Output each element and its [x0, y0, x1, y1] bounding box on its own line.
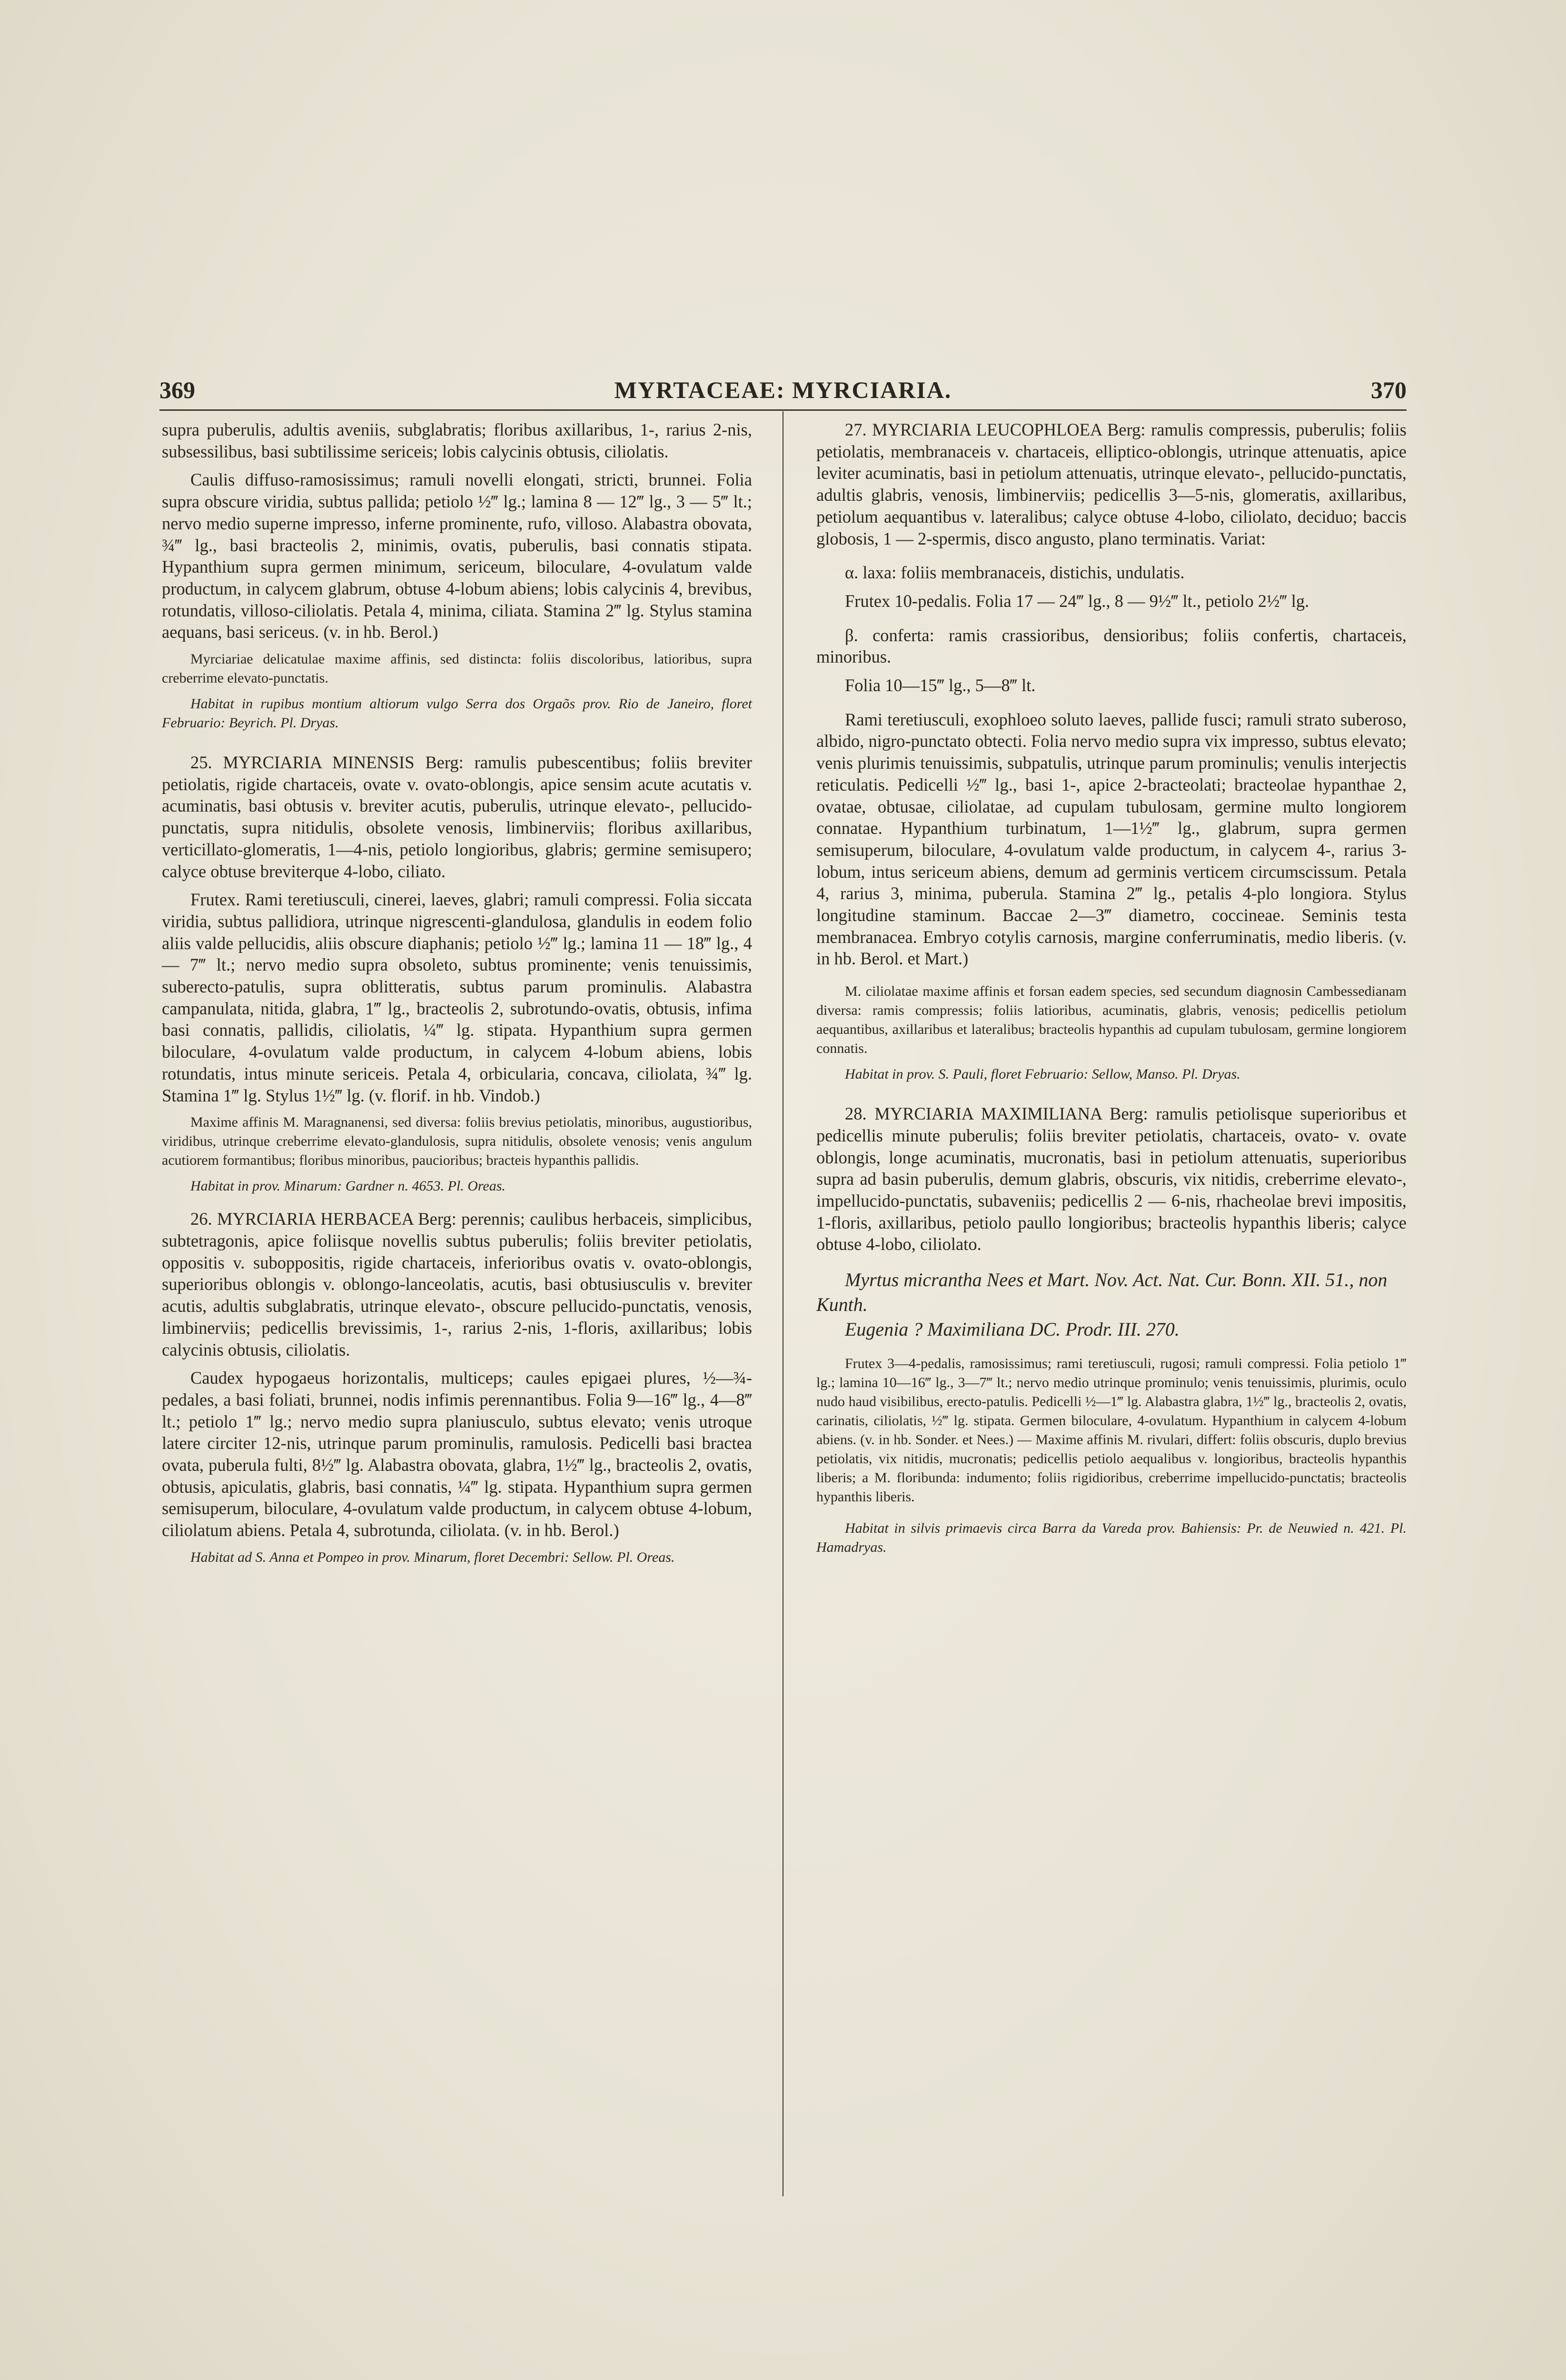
synonym-myrtus: Myrtus micrantha Nees et Mart. Nov. Act. Nat. Cur. Bonn. XII. 51., non Kunth.	[816, 1269, 1388, 1316]
header-rule	[159, 409, 1407, 411]
species-26-diagnosis: 26. MYRCIARIA HERBACEA Berg: perennis; caulibus herbaceis, simplicibus, subtetragonis, apice foliisque novellis subtus puberulis; foliis breviter petiolatis, oppositis v. suboppositis, rigide chartaceis, inferioribus ovatis v. ovato-oblongis, superioribus oblongis v. oblongo-lanceolatis, acutis, basi obtusiusculis v. breviter acutis, adultis subglabratis, utrinque elevato-, obscure pellucido-punctatis, venosis, limbinerviis; pedicellis brevissimis, 1-, rarius 2-nis, 1-floris, axillaribus; lobis calycinis obtusis, ciliolatis.	[162, 1209, 752, 1359]
running-title: MYRTACEAE: MYRCIARIA.	[614, 377, 952, 403]
species-27-description: Rami teretiusculi, exophloeo soluto laeves, pallide fusci; ramuli strato suberoso, albido, nigro-punctato obtecti. Folia nervo medio supra vix impresso, subtus elevato; venis plurimis tenuissimis, subpatulis, utrinque parum prominulis; venulis interjectis reticulatis. Pedicelli ½‴ lg., basi 1-, apice 2-bracteolati; bracteolae hypanthae 2, ovatae, obtusae, ciliolatae, ad cupulam tubulosam, germine multo longiorem connatae. Hypanthium turbinatum, 1—1½‴ lg., glabrum, supra germen semisuperum, biloculare, 4-ovulatum valde productum, in calycem 4-, rarius 3-lobum, intus sericeum abiens, demum ad germinis verticem circumscissum. Petala 4, rarius 3, minima, puberula. Stamina 2‴ lg., petalis 4-plo longiora. Stylus longitudine staminum. Baccae 2—3‴ diametro, coccineae. Seminis testa membranacea. Embryo cotylis carnosis, margine conferruminatis, medio liberis. (v. in hb. Berol. et Mart.)	[816, 709, 1407, 969]
page-number-left: 369	[159, 377, 195, 403]
synonym-eugenia: Eugenia ? Maximiliana DC. Prodr. III. 270.	[845, 1319, 1179, 1340]
species-26-habitat: Habitat ad S. Anna et Pompeo in prov. Minarum, floret Decembri: Sellow. Pl. Oreas.	[190, 1549, 675, 1565]
species-28-habitat: Habitat in silvis primaevis circa Barra da Vareda prov. Bahiensis: Pr. de Neuwied n. 421. Pl. Hamadryas.	[816, 1520, 1407, 1556]
habitat-note: Habitat in rupibus montium altiorum vulgo Serra dos Orgaõs prov. Rio de Janeiro, floret Februario: Beyrich. Pl. Dryas.	[162, 696, 752, 731]
species-28-diagnosis: 28. MYRCIARIA MAXIMILIANA Berg: ramulis petiolisque superioribus et pedicellis minute puberulis; foliis breviter petiolatis, chartaceis, ovato- v. ovate oblongis, longe acuminatis, mucronatis, basi in petiolum attenuatis, superioribus supra ad basin puberulis, demum glabris, obscuris, vix nitidis, creberrime elevato-, impellucido-punctatis, subaveniis; pedicellis 2 — 6-nis, rhacheolae brevi impositis, 1-floris, axillaribus, petiolo paullo longioribus; bracteolis hypanthis liberis; calyce obtuse 4-lobo, ciliolato.	[816, 1104, 1407, 1254]
variety-beta: β. conferta: ramis crassioribus, densioribus; foliis confertis, chartaceis, minoribus.	[816, 625, 1407, 667]
species-25-description: Frutex. Rami teretiusculi, cinerei, laeves, glabri; ramuli compressi. Folia siccata viridia, subtus pallidiora, utrinque nigrescenti-glandulosa, glandulis in eodem folio aliis valde pellucidis, aliis obscure diaphanis; petiolo ½‴ lg.; lamina 11 — 18‴ lg., 4 — 7‴ lt.; nervo medio supra obsoleto, subtus prominente; venis tenuissimis, suberecto-patulis, supra oblitteratis, subtus parum prominulis. Alabastra campanulata, nitida, glabra, 1‴ lg., bracteolis 2, subrotundo-ovatis, obtusis, infima basi connatis, pallidis, ciliolatis, ¼‴ lg. stipata. Hypanthium supra germen biloculare, 4-ovulatum valde productum, in calycem 4-lobum abiens, lobis rotundatis, intus minute sericeis. Petala 4, orbicularia, concava, ciliolata, ¾‴ lg. Stamina 1‴ lg. Stylus 1½‴ lg. (v. florif. in hb. Vindob.)	[162, 890, 752, 1105]
species-26-description: Caudex hypogaeus horizontalis, multiceps; caules epigaei plures, ½—¾-pedales, a basi foliati, brunnei, nodis infimis perennantibus. Folia 9—16‴ lg., 4—8‴ lt.; petiolo 1‴ lg.; nervo medio supra planiusculo, subtus elevato; venis utroque latere circiter 12-nis, utrinque parum prominulis, ramulosis. Pedicelli basi bracteа ovata, puberula fulti, 8½‴ lg. Alabastra obovata, glabra, 1½‴ lg., bracteolis 2, ovatis, obtusis, apiculatis, glabris, basi connatis, ¼‴ lg. stipata. Hypanthium supra germen semisuperum, biloculare, 4-ovulatum valde productum, in calycem obtuse 4-lobum, ciliolatum abiens. Petala 4, subrotunda, ciliolata. (v. in hb. Berol.)	[162, 1368, 752, 1540]
species-25-habitat: Habitat in prov. Minarum: Gardner n. 4653. Pl. Oreas.	[190, 1178, 505, 1194]
left-column	[162, 419, 752, 1567]
species-25-diagnosis: 25. MYRCIARIA MINENSIS Berg: ramulis pubescentibus; foliis breviter petiolatis, rigide chartaceis, ovate v. ovato-oblongis, apice sensim acute acutatis v. acuminatis, basi obtusis v. breviter acutis, puberulis, utrinque elevato-, pellucido-punctatis, supra nitidulis, obsolete venosis, limbinerviis; floribus axillaribus, verticillato-glomeratis, 1—4-nis, petiolo longioribus, glabris; germine semisupero; calyce obtuse breviterque 4-lobo, ciliato.	[162, 753, 752, 881]
running-head	[159, 376, 1407, 414]
affinity-note: Myrciariae delicatulae maxime affinis, sed distincta: foliis discoloribus, latioribus, supra creberrime elevato-punctatis.	[162, 651, 752, 686]
species-27-habitat: Habitat in prov. S. Pauli, floret Februario: Sellow, Manso. Pl. Dryas.	[845, 1066, 1240, 1082]
continued-diagnosis: supra puberulis, adultis aveniis, subglabratis; floribus axillaribus, 1-, rarius 2-nis, subsessilibus, basi subtilissime sericeis; lobis calycinis obtusis, ciliolatis.	[162, 420, 752, 461]
species-28-description: Frutex 3—4-pedalis, ramosissimus; rami teretiusculi, rugosi; ramuli compressi. Folia petiolo 1‴ lg.; lamina 10—16‴ lg., 3—7‴ lt.; nervo medio utrinque prominulo; venis tenuissimis, plurimis, oculo nudo haud visibilibus, erecto-patulis. Pedicelli ½—1‴ lg. Alabastra glabra, 1½‴ lg., bracteolis 2, ovatis, carinatis, ciliolatis, ½‴ lg. stipata. Germen biloculare, 4-ovulatum. Hypanthium in calycem 4-lobum abiens. (v. in hb. Sonder. et Nees.) — Maxime affinis M. rivulari, differt: foliis obscuris, duplo brevius petiolatis, vix nitidis, mucronatis; pedicellis petiolo aequalibus v. longioribus, bracteolis hypanthis liberis; a M. floribunda: indumento; foliis rigidioribus, creberrime impellucido-punctatis; bracteolis hypanthis liberis.	[816, 1356, 1407, 1505]
species-27-diagnosis: 27. MYRCIARIA LEUCOPHLOEA Berg: ramulis compressis, puberulis; foliis petiolatis, membranaceis v. chartaceis, elliptico-oblongis, utrinque attenuatis, apice leviter acuminatis, basi in petiolum attenuatis, utrinque elevato-, pellucido-punctatis, adultis glabris, venosis, limbinerviis; pedicellis 3—5-nis, glomeratis, axillaribus, petiolum aequantibus v. lateralibus; calyce obtuse 4-lobo, ciliolato, deciduo; baccis globosis, 1 — 2-spermis, disco angusto, plano terminatis. Variat:	[816, 420, 1407, 548]
page-number-right: 370	[1371, 377, 1407, 403]
species-27-affinity: M. ciliolatae maxime affinis et forsan eadem species, sed secundum diagnosin Cambessedianam diversa: ramis compressis; foliis latioribus, acuminatis, glabris, venosis; pedicellis petiolum aequantibus, axillaribus et lateralibus; bracteolis hypanthis ad cupulam tubulosam, germine longiorem connatis.	[816, 983, 1407, 1057]
right-column	[816, 419, 1407, 1557]
variety-alpha-measure: Frutex 10-pedalis. Folia 17 — 24‴ lg., 8 — 9½‴ lt., petiolo 2½‴ lg.	[845, 591, 1309, 611]
species-25-affinity: Maxime affinis M. Maragnanensi, sed diversa: foliis brevius petiolatis, minoribus, augustioribus, viridibus, utrinque creberrime elevato-glandulosis, supra nitidulis, obsolete venosis; venis angulum acutiorem formantibus; floribus minoribus, paucioribus; bracteis hypanthis pallidis.	[162, 1114, 752, 1169]
description-paragraph: Caulis diffuso-ramosissimus; ramuli novelli elongati, stricti, brunnei. Folia supra obscure viridia, subtus pallida; petiolo ½‴ lg.; lamina 8 — 12‴ lg., 3 — 5‴ lt.; nervo medio superne impresso, inferne prominente, rufo, villoso. Alabastra obovata, ¾‴ lg., basi bracteolis 2, minimis, ovatis, puberulis, basi connatis stipata. Hypanthium supra germen minimum, sericeum, biloculare, 4-ovulatum valde productum, in calycem glabrum, obtuse 4-lobum abiens; lobis calycinis 4, brevibus, rotundatis, villoso-ciliolatis. Petala 4, minima, ciliata. Stamina 2‴ lg. Stylus stamina aequans, basi sericeus. (v. in hb. Berol.)	[162, 470, 752, 642]
variety-alpha: α. laxa: foliis membranaceis, distichis, undulatis.	[845, 563, 1185, 583]
variety-beta-measure: Folia 10—15‴ lg., 5—8‴ lt.	[845, 675, 1036, 695]
